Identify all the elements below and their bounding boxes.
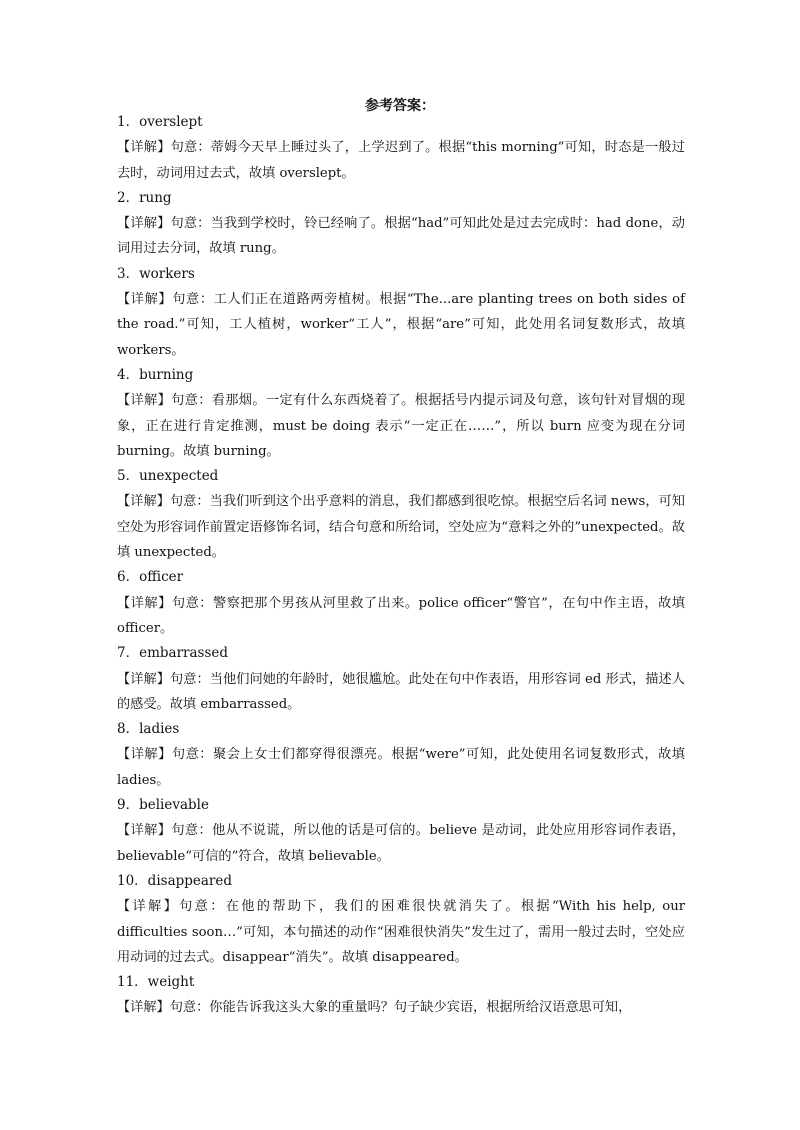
answer-number: 1．overslept — [117, 114, 203, 130]
answer-number: 10．disappeared — [117, 872, 233, 889]
answer-explanation: 【详解】句意：聚会上女士们都穿得很漂亮。根据“were”可知，此处使用名词复数形式，故填 ladies。 — [117, 747, 685, 788]
answer-item — [117, 717, 685, 793]
answer-item — [117, 641, 685, 717]
answer-explanation: 【详解】句意：当他们问她的年龄时，她很尴尬。此处在句中作表语，用形容词 ed 形式，描述人的感受。故填 embarrassed。 — [117, 671, 685, 712]
answer-number: 3．workers — [117, 265, 195, 282]
answer-item — [117, 970, 685, 1021]
answer-number: 4．burning — [117, 366, 194, 383]
answer-number: 5．unexpected — [117, 468, 219, 485]
answer-explanation: 【详解】句意：当我们听到这个出乎意料的消息，我们都感到很吃惊。根据空后名词 news，可知空处为形容词作前置定语修饰名词，结合句意和所给词，空处应为“意料之外的”unexpected。故填 unexpected。 — [117, 494, 685, 561]
answer-explanation: 【详解】句意：你能告诉我这头大象的重量吗？句子缺少宾语，根据所给汉语意思可知， — [117, 1000, 632, 1016]
answer-item — [117, 262, 685, 363]
answer-explanation: 【详解】句意：警察把那个男孩从河里救了出来。police officer“警官”，在句中作主语，故填 officer。 — [117, 595, 685, 636]
answer-number: 7．embarrassed — [117, 645, 229, 662]
answer-explanation: 【详解】句意：他从不说谎，所以他的话是可信的。believe 是动词，此处应用形容词作表语，believable“可信的”符合，故填 believable。 — [117, 823, 685, 864]
answer-item — [117, 793, 685, 869]
answer-explanation: 【详解】句意：看那烟。一定有什么东西烧着了。根据括号内提示词及句意，该句针对冒烟的现象，正在进行肯定推测，must be doing 表示“一定正在……”，所以 burn 应变为现在分词 burning。故填 burning。 — [117, 393, 685, 459]
answer-item — [117, 464, 685, 565]
answer-explanation: 【详解】句意：当我到学校时，铃已经响了。根据“had”可知此处是过去完成时：had done，动词用过去分词，故填 rung。 — [117, 216, 685, 257]
answer-item — [117, 186, 685, 262]
answer-number: 6．officer — [117, 569, 184, 586]
page-title: 参考答案： — [365, 98, 435, 114]
answer-explanation: 【详解】句意：蒂姆今天早上睡过头了，上学迟到了。根据“this morning”可知，时态是一般过去时，动词用过去式，故填 overslept。 — [117, 140, 685, 181]
answer-item — [117, 869, 685, 970]
answer-number: 8．ladies — [117, 721, 180, 738]
answer-item — [117, 565, 685, 641]
answer-explanation: 【详解】句意：工人们正在道路两旁植树。根据“The...are planting trees on both sides of the road.”可知，工人植树，worker“工人”，根据“are”可知，此处用名词复数形式，故填 workers。 — [117, 292, 685, 358]
answer-item — [117, 110, 685, 186]
answer-number: 2．rung — [117, 189, 172, 206]
answer-explanation: 【详解】句意：在他的帮助下，我们的困难很快就消失了。根据“With his help, our difficulties soon…”可知，本句描述的动作“困难很快消失”发生过了，需用一般过去时，空处应用动词的过去式。disappear“消失”。故填 disappeared。 — [117, 899, 685, 965]
answer-item — [117, 363, 685, 464]
answer-number: 9．believable — [117, 797, 209, 814]
answer-number: 11．weight — [117, 974, 195, 991]
answer-list — [117, 110, 685, 1021]
